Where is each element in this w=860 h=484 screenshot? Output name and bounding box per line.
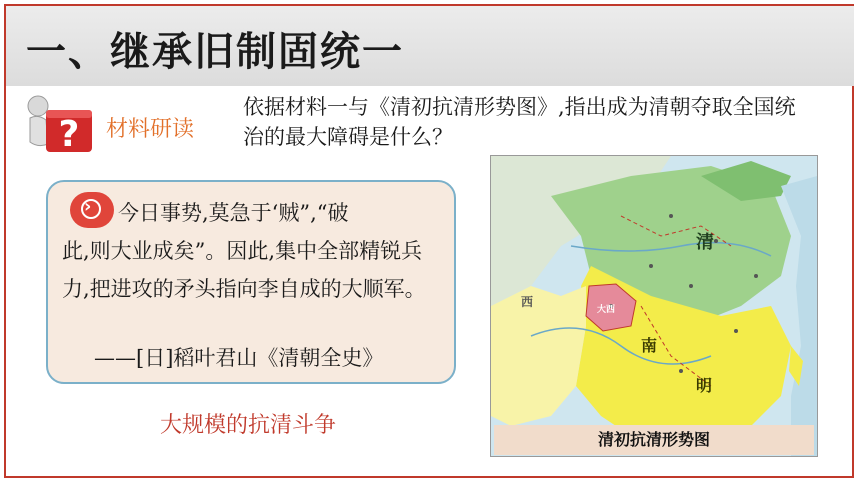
map-label-daxi: 大西 — [597, 305, 616, 315]
quote-line1: 今日事势,莫急于‘贼”,“破 — [118, 201, 349, 225]
question-text: 依据材料一与《清初抗清形势图》,指出成为清朝夺取全国统治的最大障碍是什么？ — [243, 95, 796, 149]
quote-source: ——[日]稻叶君山《清朝全史》 — [94, 346, 384, 370]
map-caption: 清初抗清形势图 — [494, 425, 814, 455]
map-label-qing: 清 — [696, 232, 714, 253]
page-title: 一、继承旧制固统一 — [26, 28, 404, 75]
svg-text:?: ? — [58, 114, 80, 155]
map-label-xi: 西 — [521, 295, 534, 309]
quote-text — [62, 194, 442, 308]
map-label-nan: 南 — [641, 336, 658, 355]
arrow-bullet-icon: › — [70, 192, 114, 228]
title-bar — [6, 6, 854, 86]
map-label-ming: 明 — [696, 376, 713, 395]
section-label: 材料研读 — [106, 117, 195, 142]
quote-body: 此,则大业成矣”。因此,集中全部精锐兵力,把进攻的矛头指向李自成的大顺军。 — [62, 239, 426, 301]
highlight-label: 大规模的抗清斗争 — [160, 413, 337, 438]
question-mark-icon — [24, 92, 98, 158]
historical-map — [490, 155, 818, 457]
